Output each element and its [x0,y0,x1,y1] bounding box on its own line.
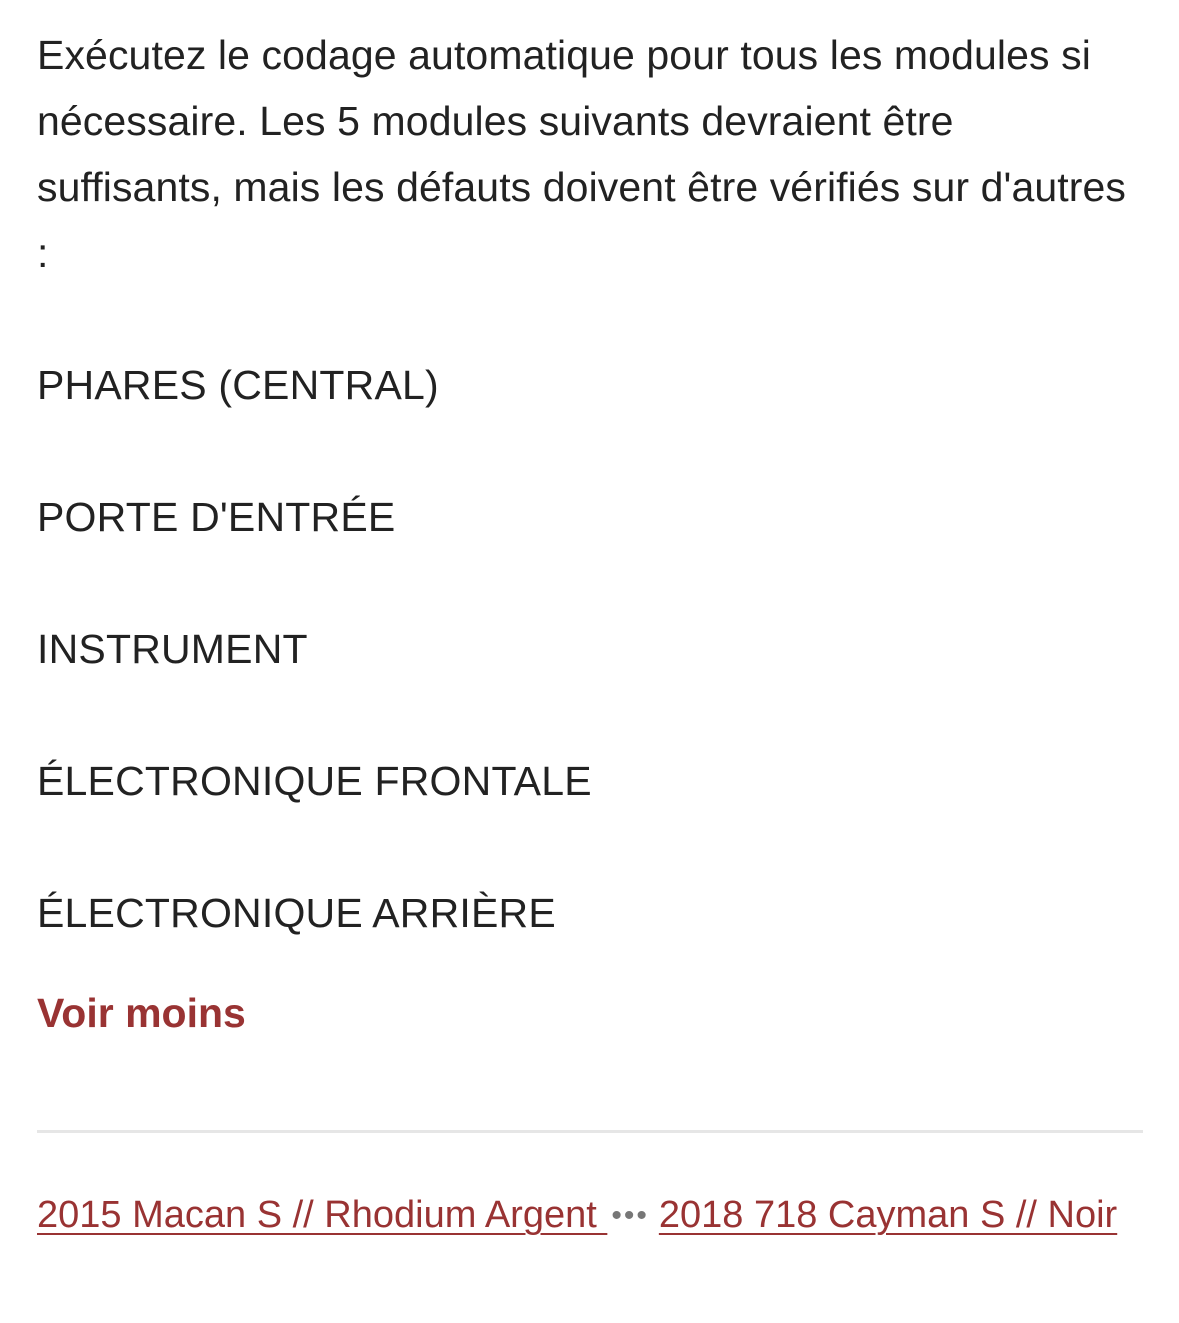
signature-separator: ••• [611,1199,649,1232]
module-list [37,352,1147,946]
signature-link-macan[interactable]: 2015 Macan S // Rhodium Argent [37,1194,608,1236]
user-signature [37,1187,1143,1244]
module-item: PORTE D'ENTRÉE [37,494,396,540]
post-intro-text: Exécutez le codage automatique pour tous les modules si nécessaire. Les 5 modules suivants devraient être suffisants, mais les défauts doivent être vérifiés sur d'autres : [37,32,1126,276]
signature-link-cayman[interactable]: 2018 718 Cayman S // Noir [658,1194,1118,1236]
see-less-link[interactable]: Voir moins [37,990,246,1036]
signature-divider [37,1130,1143,1133]
module-item: ÉLECTRONIQUE ARRIÈRE [37,890,556,936]
module-item: PHARES (CENTRAL) [37,362,439,408]
module-item: INSTRUMENT [37,626,308,672]
post-body [37,22,1147,1046]
module-item: ÉLECTRONIQUE FRONTALE [37,758,592,804]
